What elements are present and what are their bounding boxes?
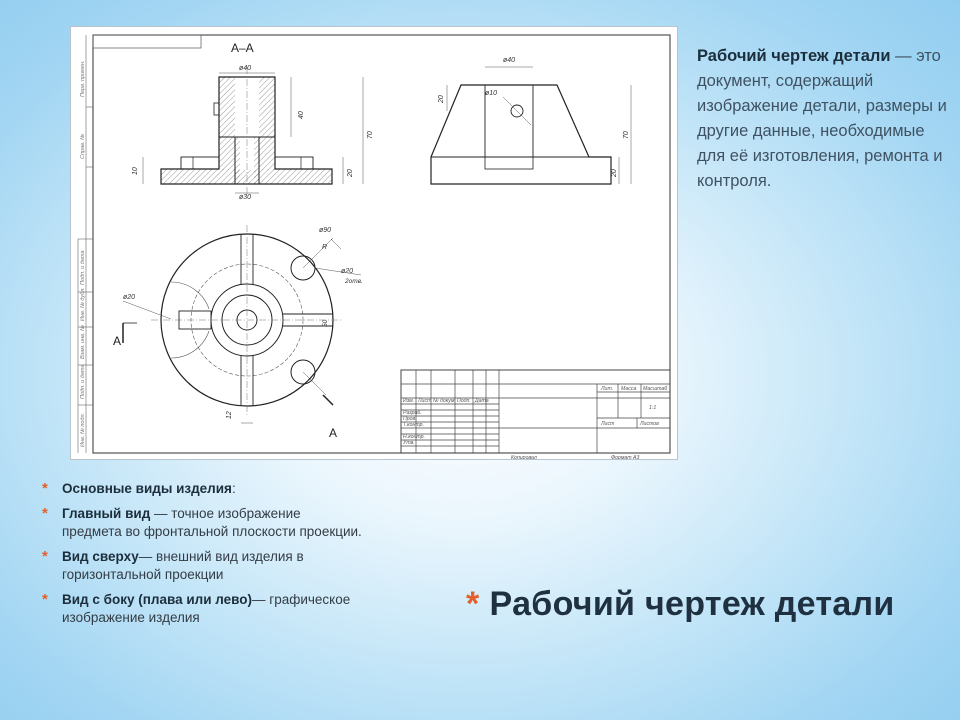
strip-label: Справ. №	[80, 134, 86, 159]
section-view	[132, 41, 374, 201]
dim-text: ø30	[239, 194, 252, 201]
strip-label: Взам. инв. №	[80, 324, 86, 359]
section-marker-left: А	[113, 334, 122, 348]
side-view	[431, 57, 631, 184]
bullet-term: Вид с боку (плава или лево)	[62, 592, 253, 607]
dim-text: ø90	[319, 227, 332, 234]
dim-text: ø40	[503, 57, 516, 64]
strip-label: Подп. и дата	[80, 250, 86, 285]
dim-text: ø20	[123, 294, 136, 301]
bullet-term: Главный вид	[62, 506, 151, 521]
slide-title-text: Рабочий чертеж детали	[489, 585, 895, 623]
dim-text: ø20	[341, 268, 354, 275]
tb-label: Н.контр.	[403, 434, 425, 440]
tb-label: Изм.	[403, 398, 415, 404]
bullet-text: — внешний вид изделия в горизонтальной проекции	[62, 549, 304, 582]
tb-label: Утв.	[403, 440, 415, 446]
dim-text: 70	[367, 131, 374, 139]
tb-label: Лист	[601, 421, 615, 427]
dim-text: 2отв.	[345, 278, 363, 285]
bullet-term: Вид сверху	[62, 549, 139, 564]
dim-text: 40	[298, 111, 305, 119]
tb-label: 1:1	[649, 405, 657, 411]
tb-label: Пров.	[403, 416, 417, 422]
dim-text: 50	[322, 319, 329, 327]
list-item	[42, 591, 362, 627]
slide-title	[466, 585, 895, 624]
tb-label: Лит.	[601, 386, 614, 392]
dim-text: 20	[438, 95, 445, 103]
bullet-term: Основные виды изделия	[62, 481, 232, 496]
tb-label: Лист	[418, 398, 432, 404]
asterisk-icon: *	[466, 585, 480, 623]
tb-label: Копировал	[511, 455, 537, 459]
top-view	[113, 225, 363, 440]
tb-label: Разраб.	[403, 410, 422, 416]
dim-text: ø10	[485, 90, 498, 97]
strip-label: Подп. и дата	[80, 364, 86, 399]
tb-label: Листов	[640, 421, 659, 427]
bullet-text: — точное изображение предмета во фронтальной плоскости проекции.	[62, 506, 362, 539]
tb-label: Подп.	[457, 398, 471, 404]
section-label: А–А	[231, 41, 254, 55]
strip-label: Перв. примен.	[80, 60, 86, 97]
dim-text: 20	[347, 169, 354, 177]
strip-label: Инв. № дубл.	[80, 287, 86, 321]
bullet-text: :	[231, 481, 236, 496]
strip-label: Инв. № подл.	[80, 412, 86, 447]
top-tab	[93, 35, 201, 48]
asterisk-icon: *	[42, 505, 48, 522]
dim-text: 10	[132, 167, 139, 175]
tb-label: Масса	[621, 386, 637, 392]
tb-label: Т.контр.	[403, 422, 424, 428]
drawing-sheet	[70, 26, 678, 460]
tb-label: Масштаб	[643, 386, 668, 392]
drawing-frame	[93, 35, 670, 453]
bullet-list	[42, 480, 362, 634]
list-item	[42, 505, 362, 541]
title-block	[401, 370, 670, 453]
section-marker-bottom: А	[329, 426, 338, 440]
tb-label: Дата	[475, 398, 489, 404]
asterisk-icon: *	[42, 591, 48, 608]
tb-label: № докум.	[433, 398, 456, 404]
dim-text: R	[322, 244, 328, 251]
definition-body: — это документ, содержащий изображение детали, размеры и другие данные, необходимые для её изготовления, ремонта и контроля.	[697, 47, 947, 190]
list-item	[42, 548, 362, 584]
asterisk-icon: *	[42, 480, 48, 497]
tb-label: Формат А3	[611, 455, 640, 459]
definition-term: Рабочий чертеж детали	[697, 47, 891, 65]
dim-text: ø40	[239, 65, 252, 72]
technical-drawing	[71, 27, 677, 459]
definition-text	[697, 44, 947, 194]
asterisk-icon: *	[42, 548, 48, 565]
dim-text: 12	[226, 411, 233, 419]
bullet-text: — графическое изображение изделия	[62, 592, 351, 625]
dim-text: 70	[623, 131, 630, 139]
dim-text: 20	[611, 169, 618, 177]
list-item	[42, 480, 362, 498]
